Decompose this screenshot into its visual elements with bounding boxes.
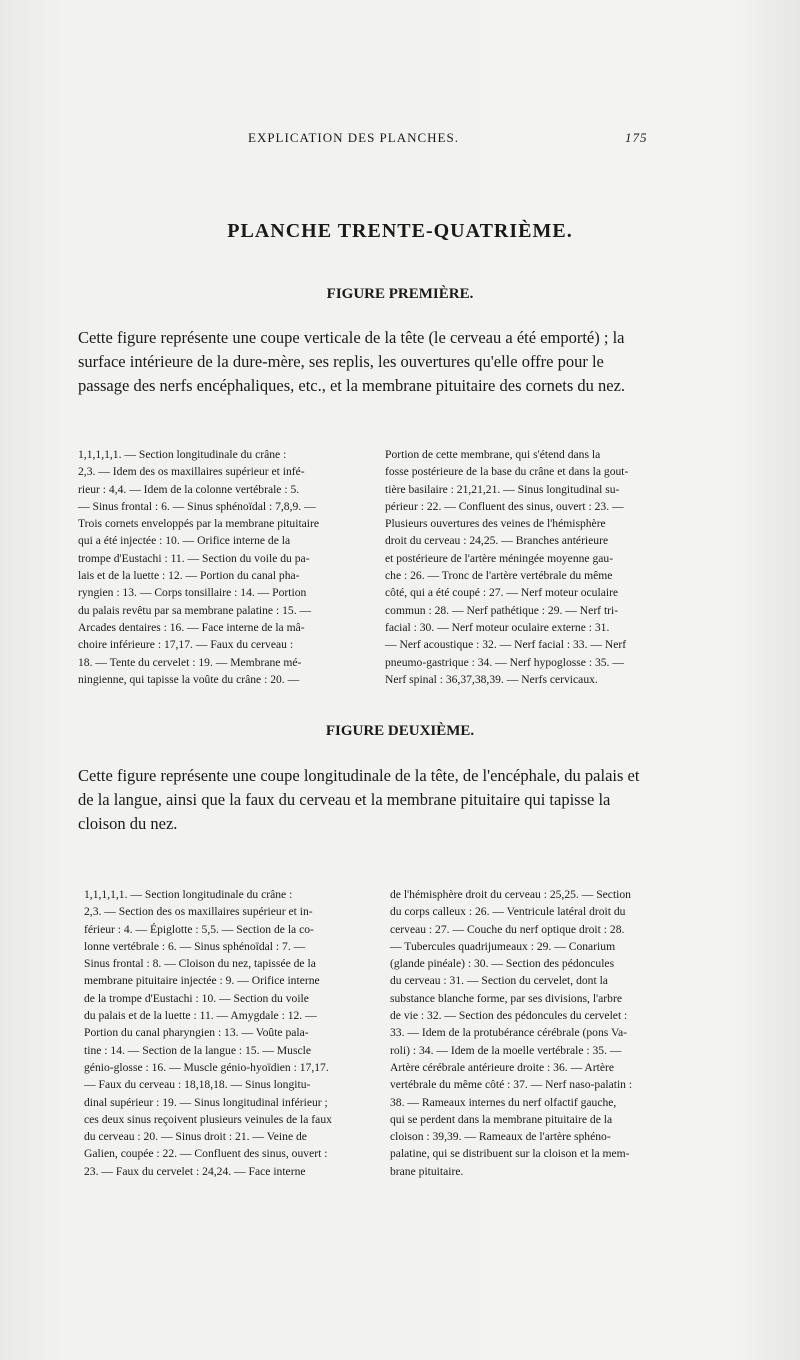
legend-line: 18. — Tente du cervelet : 19. — Membrane mé- <box>78 655 302 669</box>
legend-line: qui a été injectée : 10. — Orifice interne de la <box>78 534 291 548</box>
intro-line: surface intérieure de la dure-mère, ses replis, les ouvertures qu'elle offre pour le <box>78 352 604 371</box>
figure-1-intro <box>78 326 658 398</box>
legend-line: 33. — Idem de la protubérance cérébrale (pons Va- <box>390 1026 628 1040</box>
intro-line: cloison du nez. <box>78 814 178 833</box>
legend-line: vertébrale du même côté : 37. — Nerf naso-palatin : <box>390 1078 633 1092</box>
legend-line: Galien, coupée : 22. — Confluent des sinus, ouvert : <box>84 1147 328 1161</box>
legend-line: de vie : 32. — Section des pédoncules du cervelet : <box>390 1009 628 1023</box>
figure-1-title: FIGURE PREMIÈRE. <box>326 286 474 302</box>
legend-line: côté, qui a été coupé : 27. — Nerf moteur oculaire <box>385 586 619 600</box>
legend-line: tière basilaire : 21,21,21. — Sinus longitudinal su- <box>385 482 620 496</box>
legend-line: Nerf spinal : 36,37,38,39. — Nerfs cervicaux. <box>385 672 598 686</box>
figure-2-title: FIGURE DEUXIÈME. <box>325 723 475 739</box>
legend-line: du cerveau : 31. — Section du cervelet, dont la <box>390 974 608 988</box>
legend-line: 2,3. — Idem des os maxillaires supérieur et infé- <box>78 465 305 479</box>
page-number: 175 <box>625 130 648 145</box>
legend-line: du corps calleux : 26. — Ventricule latéral droit du <box>390 905 626 919</box>
legend-line: du cerveau : 20. — Sinus droit : 21. — Veine de <box>84 1130 307 1144</box>
legend-line: Artère cérébrale antérieure droite : 36. — Artère <box>390 1060 615 1074</box>
legend-line: de l'hémisphère droit du cerveau : 25,25. — Section <box>390 888 631 901</box>
legend-line: cerveau : 27. — Couche du nerf optique droit : 28. <box>390 922 625 936</box>
legend-line: droit du cerveau : 24,25. — Branches antérieure <box>385 534 609 548</box>
legend-line: ningienne, qui tapisse la voûte du crâne : 20. — <box>78 672 300 686</box>
figure-2-legend-right-column <box>390 886 662 1180</box>
legend-line: qui se perdent dans la membrane pituitaire de la <box>390 1112 613 1126</box>
legend-line: facial : 30. — Nerf moteur oculaire externe : 31. <box>385 620 610 634</box>
legend-line: Portion du canal pharyngien : 13. — Voûte pala- <box>84 1026 309 1040</box>
legend-line: férieur : 4. — Épiglotte : 5,5. — Section de la co- <box>84 922 314 936</box>
legend-line: — Tubercules quadrijumeaux : 29. — Conarium <box>390 939 616 953</box>
plate-title: PLANCHE TRENTE-QUATRIÈME. <box>227 220 573 242</box>
figure-2-intro <box>78 764 658 836</box>
figure-2-legend-left-column <box>84 886 356 1180</box>
legend-line: du palais revêtu par sa membrane palatine : 15. — <box>78 603 312 617</box>
legend-line: choire inférieure : 17,17. — Faux du cerveau : <box>78 638 294 652</box>
legend-line: rieur : 4,4. — Idem de la colonne vertébrale : 5. <box>78 482 300 496</box>
legend-line: commun : 28. — Nerf pathétique : 29. — Nerf tri- <box>385 603 619 617</box>
intro-line: Cette figure représente une coupe verticale de la tête (le cerveau a été emporté) ; la <box>78 328 625 347</box>
legend-line: Portion de cette membrane, qui s'étend dans la <box>385 448 601 461</box>
legend-line: (glande pinéale) : 30. — Section des pédoncules <box>390 957 615 971</box>
running-title: EXPLICATION DES PLANCHES. <box>248 130 459 145</box>
legend-line: ces deux sinus reçoivent plusieurs veinules de la faux <box>84 1112 332 1126</box>
figure-1-legend-left-column <box>78 446 350 688</box>
legend-line: — Sinus frontal : 6. — Sinus sphénoïdal : 7,8,9. — <box>78 499 316 513</box>
legend-line: Arcades dentaires : 16. — Face interne de la mâ- <box>78 620 305 634</box>
legend-line: 1,1,1,1,1. — Section longitudinale du crâne : <box>78 448 287 461</box>
legend-line: — Nerf acoustique : 32. — Nerf facial : 33. — Nerf <box>385 638 627 652</box>
legend-line: tine : 14. — Section de la langue : 15. — Muscle <box>84 1043 312 1057</box>
intro-line: de la langue, ainsi que la faux du cerveau et la membrane pituitaire qui tapisse la <box>78 790 611 809</box>
legend-line: périeur : 22. — Confluent des sinus, ouvert : 23. — <box>385 499 624 513</box>
intro-line: Cette figure représente une coupe longitudinale de la tête, de l'encéphale, du palais et <box>78 766 640 785</box>
intro-line: passage des nerfs encéphaliques, etc., et la membrane pituitaire des cornets du nez. <box>78 376 626 395</box>
legend-line: ryngien : 13. — Corps tonsillaire : 14. — Portion <box>78 586 307 600</box>
legend-line: Sinus frontal : 8. — Cloison du nez, tapissée de la <box>84 957 316 971</box>
figure-1-legend-right-column <box>385 446 657 688</box>
legend-line: che : 26. — Tronc de l'artère vertébrale du même <box>385 569 613 583</box>
legend-line: — Faux du cerveau : 18,18,18. — Sinus longitu- <box>84 1078 311 1092</box>
legend-line: pneumo-gastrique : 34. — Nerf hypoglosse : 35. — <box>385 655 624 669</box>
legend-line: 2,3. — Section des os maxillaires supérieur et in- <box>84 905 313 919</box>
legend-line: palatine, qui se distribuent sur la cloison et la mem- <box>390 1147 630 1161</box>
legend-line: 38. — Rameaux internes du nerf olfactif gauche, <box>390 1095 617 1109</box>
legend-line: fosse postérieure de la base du crâne et dans la gout- <box>385 465 629 479</box>
legend-line: génio-glosse : 16. — Muscle génio-hyoïdien : 17,17. <box>84 1060 329 1074</box>
legend-line: cloison : 39,39. — Rameaux de l'artère sphéno- <box>390 1130 611 1144</box>
legend-line: dinal supérieur : 19. — Sinus longitudinal inférieur ; <box>84 1095 328 1109</box>
legend-line: trompe d'Eustachi : 11. — Section du voile du pa- <box>78 551 310 565</box>
legend-line: Trois cornets enveloppés par la membrane pituitaire <box>78 517 320 531</box>
legend-line: du palais et de la luette : 11. — Amygdale : 12. — <box>84 1009 317 1023</box>
legend-line: membrane pituitaire injectée : 9. — Orifice interne <box>84 974 320 988</box>
legend-line: Plusieurs ouvertures des veines de l'hémisphère <box>385 517 606 531</box>
legend-line: brane pituitaire. <box>390 1164 464 1178</box>
legend-line: 23. — Faux du cervelet : 24,24. — Face interne <box>84 1164 306 1178</box>
legend-line: substance blanche forme, par ses divisions, l'arbre <box>390 991 622 1005</box>
legend-line: et postérieure de l'artère méningée moyenne gau- <box>385 551 614 565</box>
legend-line: lais et de la luette : 12. — Portion du canal pha- <box>78 569 300 583</box>
legend-line: 1,1,1,1,1. — Section longitudinale du crâne : <box>84 888 293 901</box>
legend-line: de la trompe d'Eustachi : 10. — Section du voile <box>84 991 309 1005</box>
legend-line: roli) : 34. — Idem de la moelle vertébrale : 35. — <box>390 1043 622 1057</box>
legend-line: lonne vertébrale : 6. — Sinus sphénoïdal : 7. — <box>84 939 306 953</box>
